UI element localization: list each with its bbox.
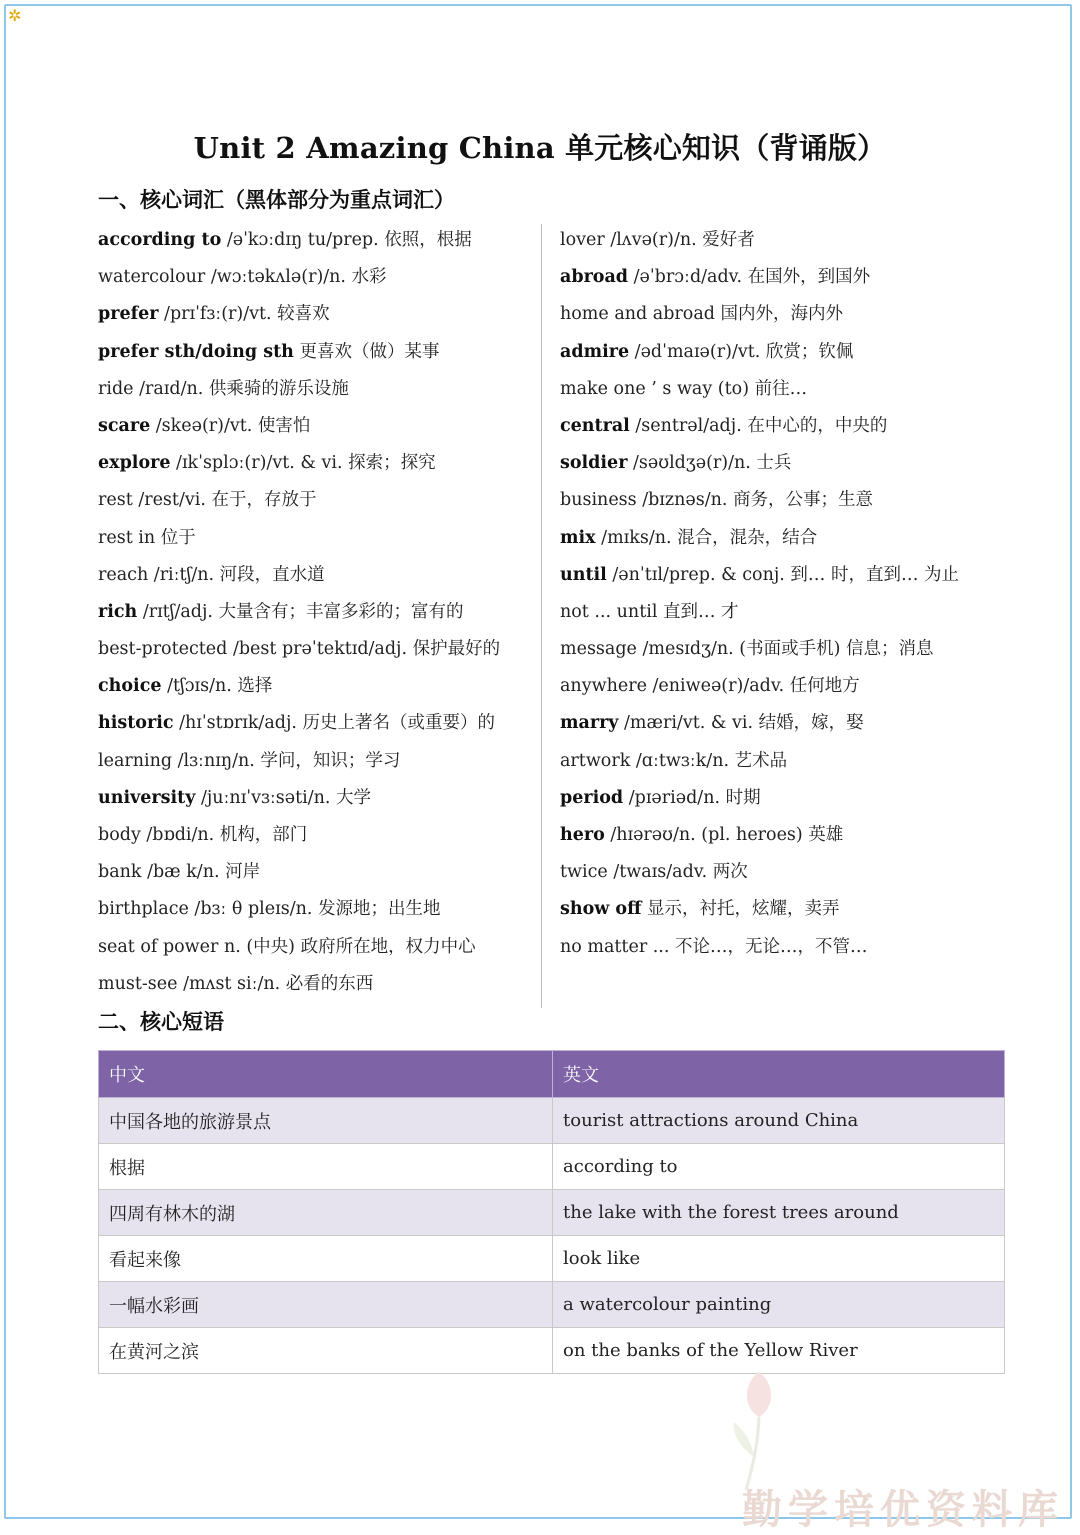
vocab-word: rest: [98, 490, 133, 511]
cell-chinese: 在黄河之滨: [99, 1328, 553, 1374]
vocab-item: [98, 408, 528, 445]
header-english: 英文: [553, 1051, 1005, 1098]
vocab-word: birthplace: [98, 899, 189, 920]
cell-english: the lake with the forest trees around: [553, 1190, 1005, 1236]
vocab-item: [560, 520, 1030, 557]
vocab-item: [560, 817, 1030, 854]
vocab-item: [560, 929, 1030, 966]
vocab-item: [560, 631, 1030, 668]
vocab-word: abroad: [560, 267, 629, 288]
vocab-item: [98, 594, 528, 631]
vocab-definition: 直到… 才: [657, 601, 739, 622]
vocab-definition: /mesɪdʒ/n. (书面或手机) 信息；消息: [636, 639, 934, 660]
vocab-definition: /bæ k/n. 河岸: [141, 862, 261, 883]
vocab-definition: /səʊldʒə(r)/n. 士兵: [627, 453, 792, 474]
vocab-column-left: [98, 222, 528, 1003]
vocab-word: message: [560, 639, 637, 660]
vocab-item: [98, 296, 528, 333]
vocab-item: [560, 408, 1030, 445]
column-divider: [541, 224, 542, 1008]
vocab-item: [560, 743, 1030, 780]
cell-chinese: 看起来像: [99, 1236, 553, 1282]
vocab-word: seat of power: [98, 936, 219, 957]
vocab-word: admire: [560, 341, 630, 362]
vocab-item: [98, 259, 528, 296]
vocab-word: must-see: [98, 973, 178, 994]
vocab-word: historic: [98, 713, 174, 734]
vocab-definition: /pɪəriəd/n. 时期: [623, 787, 761, 808]
vocab-item: [98, 557, 528, 594]
vocab-item: [560, 780, 1030, 817]
vocab-definition: /eniweə(r)/adv. 任何地方: [646, 676, 860, 697]
vocab-word: ride: [98, 378, 134, 399]
vocab-definition: /juːnɪˈvɜːsəti/n. 大学: [195, 787, 372, 808]
vocab-word: reach: [98, 564, 149, 585]
cell-english: on the banks of the Yellow River: [553, 1328, 1005, 1374]
vocab-definition: /ənˈtɪl/prep. & conj. 到… 时，直到… 为止: [606, 564, 960, 585]
vocab-definition: /hɪˈstɒrɪk/adj. 历史上著名（或重要）的: [173, 713, 496, 734]
vocab-definition: 不论…，无论…，不管…: [669, 936, 868, 957]
vocab-word: explore: [98, 453, 171, 474]
vocab-word: home and abroad: [560, 304, 715, 325]
vocab-definition: /wɔːtəkʌlə(r)/n. 水彩: [205, 267, 387, 288]
vocab-item: [560, 594, 1030, 631]
vocab-item: [560, 854, 1030, 891]
vocab-item: [98, 780, 528, 817]
table-header-row: [99, 1051, 1005, 1098]
vocab-item: [560, 557, 1030, 594]
vocab-definition: /tʃɔɪs/n. 选择: [161, 676, 273, 697]
vocab-definition: /bɪznəs/n. 商务，公事；生意: [636, 490, 874, 511]
vocab-item: [560, 259, 1030, 296]
vocab-word: prefer sth/doing sth: [98, 341, 294, 362]
section-vocabulary-heading: 一、核心词汇（黑体部分为重点词汇）: [98, 187, 455, 212]
vocab-item: [98, 854, 528, 891]
vocab-word: hero: [560, 825, 605, 845]
table-row: [99, 1328, 1005, 1374]
vocab-word: body: [98, 825, 141, 845]
vocab-word: show off: [560, 899, 642, 920]
vocab-word: twice: [560, 862, 608, 883]
vocab-word: university: [98, 787, 196, 808]
vocab-word: mix: [560, 527, 596, 548]
vocab-definition: 国内外，海内外: [714, 304, 844, 325]
table-row: [99, 1098, 1005, 1144]
vocab-definition: 更喜欢（做）某事: [293, 341, 440, 362]
vocab-word: bank: [98, 862, 142, 883]
vocab-definition: /mɪks/n. 混合，混杂，结合: [595, 527, 818, 548]
vocab-definition: /raɪd/n. 供乘骑的游乐设施: [133, 378, 349, 399]
vocab-word: soldier: [560, 453, 628, 474]
vocab-definition: /rest/vi. 在于，存放于: [132, 490, 317, 511]
table-row: [99, 1236, 1005, 1282]
vocab-definition: /riːtʃ/n. 河段，直水道: [148, 564, 325, 585]
vocab-definition: n. (中央) 政府所在地，权力中心: [218, 936, 476, 957]
cell-english: according to: [553, 1144, 1005, 1190]
vocab-word: scare: [98, 415, 151, 436]
page-title: Unit 2 Amazing China 单元核心知识（背诵版）: [193, 131, 887, 165]
vocab-item: [560, 445, 1030, 482]
cell-chinese: 四周有林木的湖: [99, 1190, 553, 1236]
vocab-word: make one ’ s way (to): [560, 378, 750, 399]
vocab-item: [560, 371, 1030, 408]
vocab-definition: /best prəˈtektɪd/adj. 保护最好的: [227, 639, 501, 660]
vocab-item: [98, 631, 528, 668]
vocab-definition: /ɪkˈsplɔː(r)/vt. & vi. 探索；探究: [170, 453, 436, 474]
vocab-item: [560, 296, 1030, 333]
vocab-word: watercolour: [98, 267, 206, 288]
vocab-word: no matter ...: [560, 936, 670, 957]
vocab-item: [560, 334, 1030, 371]
vocab-word: prefer: [98, 304, 159, 325]
vocab-word: choice: [98, 676, 162, 697]
vocab-item: [98, 966, 528, 1003]
vocab-item: [98, 817, 528, 854]
vocab-definition: /sentrəl/adj. 在中心的，中央的: [629, 415, 888, 436]
vocab-item: [98, 668, 528, 705]
vocab-word: not ... until: [560, 601, 658, 622]
vocab-word: anywhere: [560, 676, 647, 697]
vocab-word: period: [560, 787, 624, 808]
vocab-word: marry: [560, 713, 619, 734]
vocab-definition: /twaɪs/adv. 两次: [607, 862, 748, 883]
vocab-definition: /ɑːtwɜːk/n. 艺术品: [630, 750, 788, 771]
cell-chinese: 一幅水彩画: [99, 1282, 553, 1328]
vocab-word: until: [560, 564, 607, 585]
vocab-definition: /prɪˈfɜː(r)/vt. 较喜欢: [158, 304, 330, 325]
vocab-definition: /ədˈmaɪə(r)/vt. 欣赏；钦佩: [629, 341, 854, 362]
table-row: [99, 1282, 1005, 1328]
cell-english: look like: [553, 1236, 1005, 1282]
cell-english: a watercolour painting: [553, 1282, 1005, 1328]
cell-english: tourist attractions around China: [553, 1098, 1005, 1144]
vocab-definition: /lʌvə(r)/n. 爱好者: [604, 230, 755, 250]
phrases-table: [98, 1050, 1005, 1374]
vocab-definition: /əˈbrɔːd/adv. 在国外，到国外: [628, 267, 871, 288]
vocab-definition: 位于: [155, 527, 196, 548]
vocab-word: according to: [98, 230, 222, 250]
vocab-word: business: [560, 490, 637, 511]
vocab-word: rich: [98, 601, 138, 622]
vocab-word: artwork: [560, 750, 631, 771]
vocab-item: [560, 482, 1030, 519]
vocab-item: [98, 520, 528, 557]
vocab-item: [98, 482, 528, 519]
vocab-definition: /rɪtʃ/adj. 大量含有；丰富多彩的；富有的: [137, 601, 464, 622]
tulip-watermark-icon: [724, 1362, 794, 1492]
vocab-item: [560, 222, 1030, 259]
vocab-word: best-protected: [98, 639, 228, 660]
vocab-definition: 显示，衬托，炫耀，卖弄: [641, 899, 840, 920]
table-row: [99, 1144, 1005, 1190]
vocab-word: rest in: [98, 527, 156, 548]
vocab-word: central: [560, 415, 630, 436]
vocab-item: [560, 705, 1030, 742]
cell-chinese: 中国各地的旅游景点: [99, 1098, 553, 1144]
vocab-definition: 前往…: [749, 378, 808, 399]
header-chinese: 中文: [99, 1051, 553, 1098]
vocab-column-right: [560, 222, 1030, 966]
vocab-definition: /əˈkɔːdɪŋ tu/prep. 依照，根据: [221, 230, 472, 250]
vocab-definition: /hɪərəʊ/n. (pl. heroes) 英雄: [604, 825, 844, 845]
vocab-word: learning: [98, 750, 173, 771]
vocab-definition: /lɜːnɪŋ/n. 学问，知识；学习: [172, 750, 401, 771]
vocab-item: [560, 668, 1030, 705]
vocab-word: lover: [560, 230, 605, 250]
vocab-item: [98, 743, 528, 780]
vocab-item: [98, 445, 528, 482]
vocab-definition: /bɜː θ pleɪs/n. 发源地；出生地: [188, 899, 441, 920]
vocab-item: [98, 334, 528, 371]
vocab-item: [98, 371, 528, 408]
vocab-definition: /mʌst siː/n. 必看的东西: [177, 973, 374, 994]
table-row: [99, 1190, 1005, 1236]
vocab-definition: /skeə(r)/vt. 使害怕: [150, 415, 311, 436]
section-phrases-heading: 二、核心短语: [98, 1009, 224, 1034]
vocab-item: [560, 891, 1030, 928]
cell-chinese: 根据: [99, 1144, 553, 1190]
vocab-item: [98, 929, 528, 966]
watermark-text: 勤学培优资料库: [742, 1486, 1064, 1533]
vocab-definition: /bɒdi/n. 机构，部门: [140, 825, 308, 845]
vocab-item: [98, 222, 528, 259]
vocab-item: [98, 705, 528, 742]
vocab-item: [98, 891, 528, 928]
vocab-definition: /mæri/vt. & vi. 结婚，嫁，娶: [618, 713, 864, 734]
sparkle-icon: ✲: [8, 6, 22, 25]
